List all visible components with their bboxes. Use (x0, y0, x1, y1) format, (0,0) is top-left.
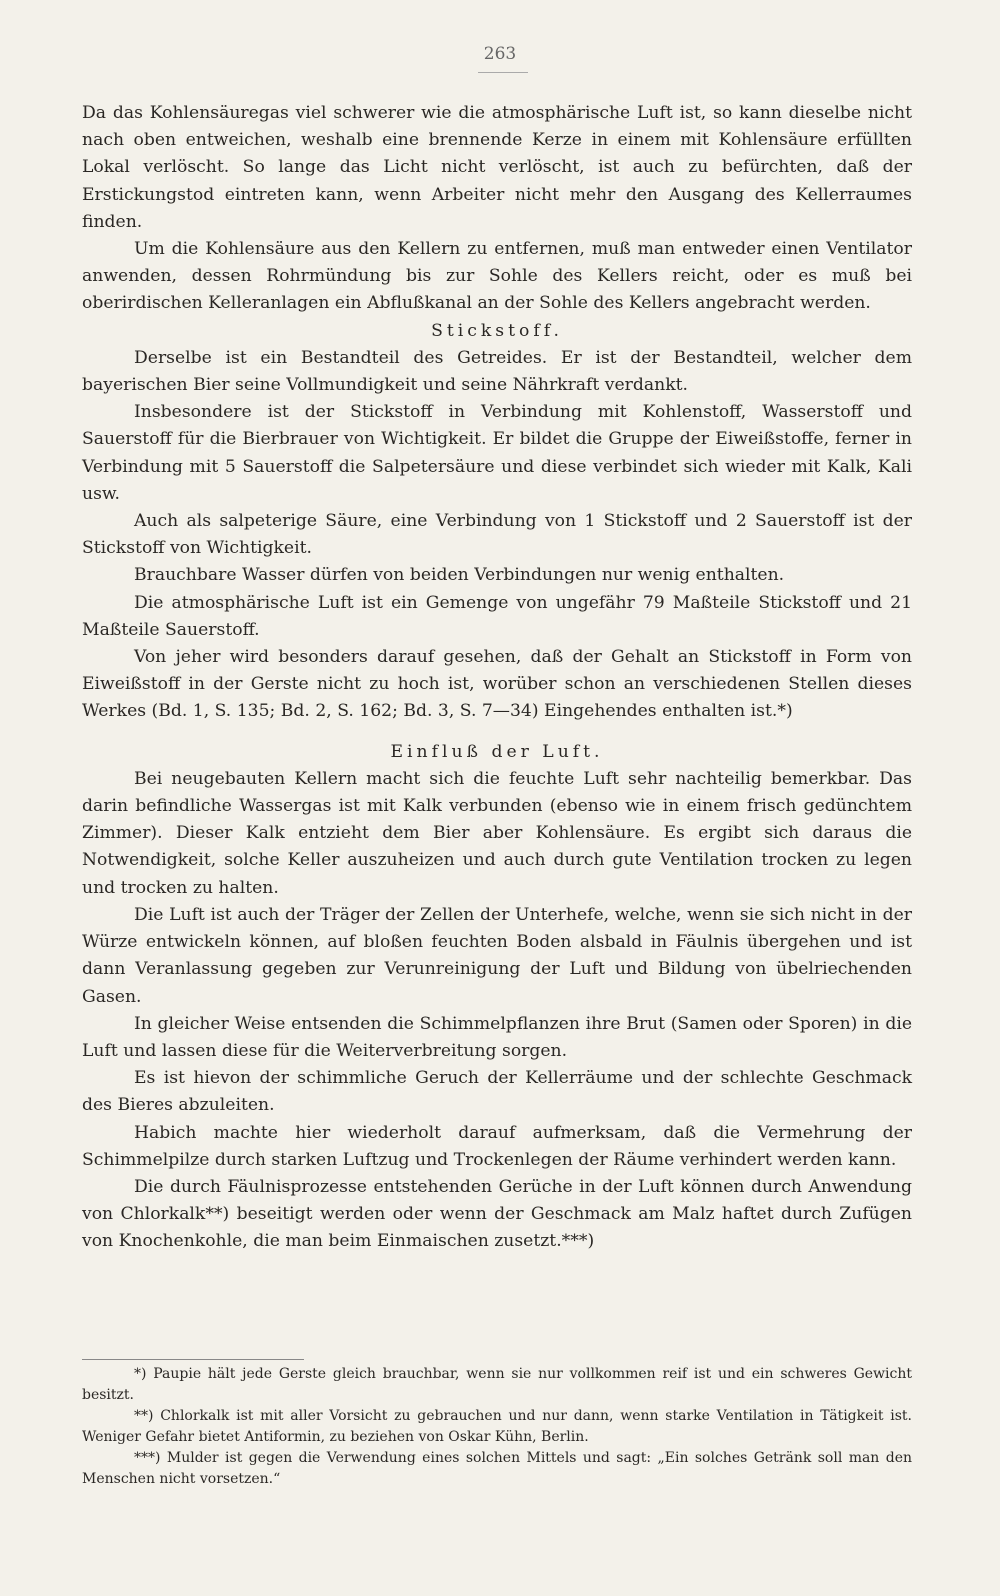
paragraph: Die Luft ist auch der Träger der Zellen der Unterhefe, welche, wenn sie sich nicht in der Würze entwickeln können, auf bloßen feuchten Boden alsbald in Fäulnis übergehen und ist dann Veranlassung gegeben zur Verunreinigung der Luft und Bildung von übelriechenden Gasen. (82, 904, 912, 1007)
paragraph: In gleicher Weise entsenden die Schimmelpflanzen ihre Brut (Samen oder Sporen) in die Luft und lassen diese für die Weiterverbreitung sorgen. (82, 1013, 912, 1061)
paragraph: Da das Kohlensäuregas viel schwerer wie die atmosphärische Luft ist, so kann dieselbe nicht nach oben entweichen, weshalb eine brennende Kerze in einem mit Kohlensäure erfüllten Lokal verlöscht. So lange das Licht nicht verlöscht, ist auch zu befürchten, daß der Erstickungstod eintreten kann, wenn Arbeiter nicht mehr den Ausgang des Kellerraumes finden. (82, 103, 912, 232)
section-heading-stickstoff: Stickstoff. (431, 320, 563, 341)
footnote: *) Paupie hält jede Gerste gleich brauchbar, wenn sie nur vollkommen reif ist und ein schweres Gewicht besitzt. (82, 1366, 912, 1403)
paragraph: Die durch Fäulnisprozesse entstehenden Gerüche in der Luft können durch Anwendung von Chlorkalk**) beseitigt werden oder wenn der Geschmack am Malz haftet durch Zufügen von Knochenkohle, die man beim Einmaischen zusetzt.***) (82, 1176, 912, 1252)
section-heading-luft: Einfluß der Luft. (390, 741, 604, 762)
footnote: ***) Mulder ist gegen die Verwendung eines solchen Mittels und sagt: „Ein solches Getränk soll man den Menschen nicht vorsetzen.“ (82, 1450, 912, 1487)
paragraph: Auch als salpeterige Säure, eine Verbindung von 1 Stickstoff und 2 Sauerstoff ist der Stickstoff von Wichtigkeit. (82, 511, 912, 559)
body-text (82, 100, 912, 1256)
paragraph: Derselbe ist ein Bestandteil des Getreides. Er ist der Bestandteil, welcher dem bayerischen Bier seine Vollmundigkeit und seine Nährkraft verdankt. (82, 347, 912, 396)
paragraph: Bei neugebauten Kellern macht sich die feuchte Luft sehr nachteilig bemerkbar. Das darin befindliche Wassergas ist mit Kalk verbunden (ebenso wie in einem frisch gedünchtem Zimmer). Dieser Kalk entzieht dem Bier aber Kohlensäure. Es ergibt sich daraus die Notwendigkeit, solche Keller auszuheizen und auch durch gute Ventilation trocken zu legen und trocken zu halten. (82, 768, 912, 898)
paragraph: Brauchbare Wasser dürfen von beiden Verbindungen nur wenig enthalten. (134, 565, 785, 586)
page-number-rule (478, 72, 528, 73)
paragraph: Um die Kohlensäure aus den Kellern zu entfernen, muß man entweder einen Ventilator anwenden, dessen Rohrmündung bis zur Sohle des Kellers reicht, oder es muß bei oberirdischen Kelleranlagen ein Abflußkanal an der Sohle des Kellers angebracht werden. (82, 239, 912, 314)
page-number: 263 (483, 44, 517, 64)
paragraph: Von jeher wird besonders darauf gesehen, daß der Gehalt an Stickstoff in Form von Eiweißstoff in der Gerste nicht zu hoch ist, worüber schon an verschiedenen Stellen dieses Werkes (Bd. 1, S. 135; Bd. 2, S. 162; Bd. 3, S. 7—34) Eingehendes enthalten ist.*) (82, 647, 912, 722)
footnotes (82, 1364, 912, 1490)
paragraph: Habich machte hier wiederholt darauf aufmerksam, daß die Vermehrung der Schimmelpilze durch starken Luftzug und Trockenlegen der Räume verhindert werden kann. (82, 1122, 912, 1170)
paragraph: Es ist hievon der schimmliche Geruch der Kellerräume und der schlechte Geschmack des Bieres abzuleiten. (82, 1068, 912, 1116)
footnote: **) Chlorkalk ist mit aller Vorsicht zu gebrauchen und nur dann, wenn starke Ventilation in Tätigkeit ist. Weniger Gefahr bietet Antiformin, zu beziehen von Oskar Kühn, Berlin. (82, 1408, 912, 1445)
paragraph: Die atmosphärische Luft ist ein Gemenge von ungefähr 79 Maßteile Stickstoff und 21 Maßteile Sauerstoff. (82, 592, 912, 640)
footnote-rule (82, 1359, 304, 1360)
paragraph: Insbesondere ist der Stickstoff in Verbindung mit Kohlenstoff, Wasserstoff und Sauerstoff für die Bierbrauer von Wichtigkeit. Er bildet die Gruppe der Eiweißstoffe, ferner in Verbindung mit 5 Sauerstoff die Salpetersäure und diese verbindet sich wieder mit Kalk, Kali usw. (82, 402, 912, 504)
